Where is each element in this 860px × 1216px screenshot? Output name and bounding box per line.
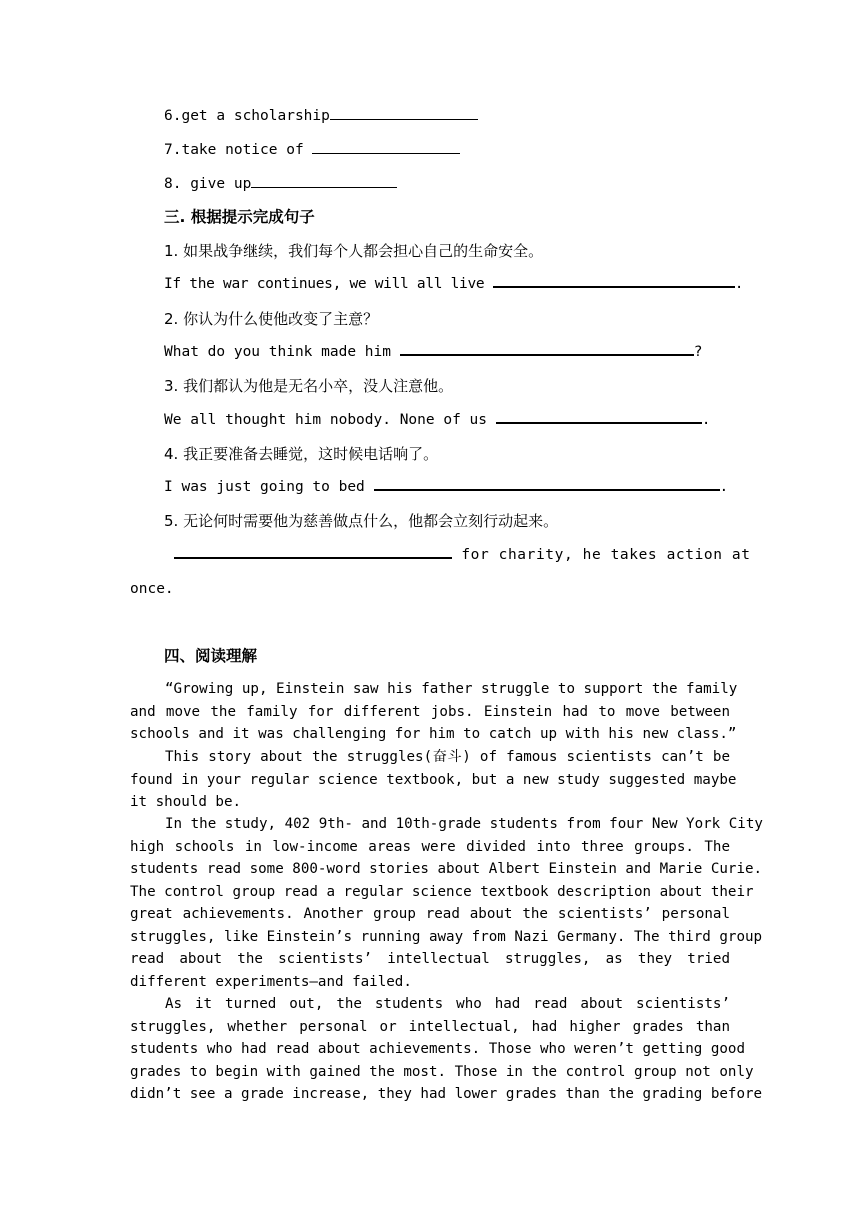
passage-line: read about the scientists’ intellectual struggles, as they tried xyxy=(130,951,730,967)
phrase-item xyxy=(164,140,460,160)
section-heading: 三. 根据提示完成句子 xyxy=(164,208,315,226)
passage-line: “Growing up, Einstein saw his father struggle to support the family xyxy=(165,681,738,697)
passage-line: As it turned out, the students who had read about scientists’ xyxy=(165,996,730,1012)
passage-line: struggles, like Einstein’s running away from Nazi Germany. The third group xyxy=(130,928,763,945)
passage-line: students read some 800-word stories about Albert Einstein and Marie Curie. xyxy=(130,861,763,877)
answer-blank[interactable] xyxy=(493,274,735,288)
passage-line: high schools in low-income areas were divided into three groups. The xyxy=(130,838,730,855)
sentence-line xyxy=(164,274,743,294)
sentence-start: If the war continues, we will all live xyxy=(164,276,493,292)
sentence-end: . xyxy=(701,412,711,428)
sentence-start: I was just going to bed xyxy=(164,479,374,495)
answer-blank[interactable] xyxy=(174,545,452,559)
passage-line: grades to begin with gained the most. Those in the control group not only xyxy=(130,1063,754,1080)
sentence-end: . xyxy=(719,479,729,495)
passage-line: schools and it was challenging for him to catch up with his new class.” xyxy=(130,726,737,742)
phrase-text: 8. give up xyxy=(164,176,252,192)
chinese-prompt: 5. 无论何时需要他为慈善做点什么，他都会立刻行动起来。 xyxy=(164,512,559,530)
passage-line: found in your regular science textbook, but a new study suggested maybe xyxy=(130,771,737,788)
chinese-prompt: 2. 你认为什么使他改变了主意？ xyxy=(164,310,379,328)
passage-paragraph xyxy=(130,993,763,1106)
answer-blank[interactable] xyxy=(374,477,720,491)
answer-blank[interactable] xyxy=(400,342,694,356)
passage-line: great achievements. Another group read about the scientists’ personal xyxy=(130,906,730,922)
sentence-end: ? xyxy=(693,344,703,360)
phrase-item xyxy=(164,174,397,194)
passage-paragraph xyxy=(130,813,763,993)
passage-line: The control group read a regular science textbook description about their xyxy=(130,883,754,900)
passage-line: struggles, whether personal or intellectual, had higher grades than xyxy=(130,1018,730,1035)
sentence-line xyxy=(164,477,728,497)
passage-line: In the study, 402 9th- and 10th-grade students from four New York City xyxy=(165,816,763,832)
phrase-text: 6.get a scholarship xyxy=(164,108,330,124)
sentence-end: for charity, he takes action at xyxy=(452,547,751,563)
sentence-end: . xyxy=(734,276,744,292)
passage-line: it should be. xyxy=(130,794,242,810)
sentence-line xyxy=(174,545,751,565)
passage-paragraph xyxy=(130,678,738,746)
answer-blank[interactable] xyxy=(496,410,702,424)
passage-line: different experiments—and failed. xyxy=(130,973,412,990)
answer-blank[interactable] xyxy=(251,175,397,188)
passage-line: didn’t see a grade increase, they had lower grades than the grading before xyxy=(130,1086,763,1102)
answer-blank[interactable] xyxy=(312,141,460,154)
sentence-line xyxy=(164,410,710,430)
sentence-line xyxy=(164,342,702,362)
chinese-prompt: 3. 我们都认为他是无名小卒，没人注意他。 xyxy=(164,377,454,395)
section-heading: 四、阅读理解 xyxy=(164,647,258,665)
passage-paragraph xyxy=(130,746,737,814)
passage-line: and move the family for different jobs. Einstein had to move between xyxy=(130,703,730,720)
chinese-prompt: 1. 如果战争继续，我们每个人都会担心自己的生命安全。 xyxy=(164,242,544,260)
answer-blank[interactable] xyxy=(330,107,478,120)
passage-line: This story about the struggles(奋斗) of famous scientists can’t be xyxy=(165,749,730,765)
phrase-text: 7.take notice of xyxy=(164,142,313,158)
sentence-start: We all thought him nobody. None of us xyxy=(164,412,496,428)
chinese-prompt: 4. 我正要准备去睡觉，这时候电话响了。 xyxy=(164,445,439,463)
passage-line: students who had read about achievements. Those who weren’t getting good xyxy=(130,1041,745,1057)
phrase-item xyxy=(164,106,478,126)
sentence-start: What do you think made him xyxy=(164,344,400,360)
sentence-wrap: once. xyxy=(130,581,174,597)
